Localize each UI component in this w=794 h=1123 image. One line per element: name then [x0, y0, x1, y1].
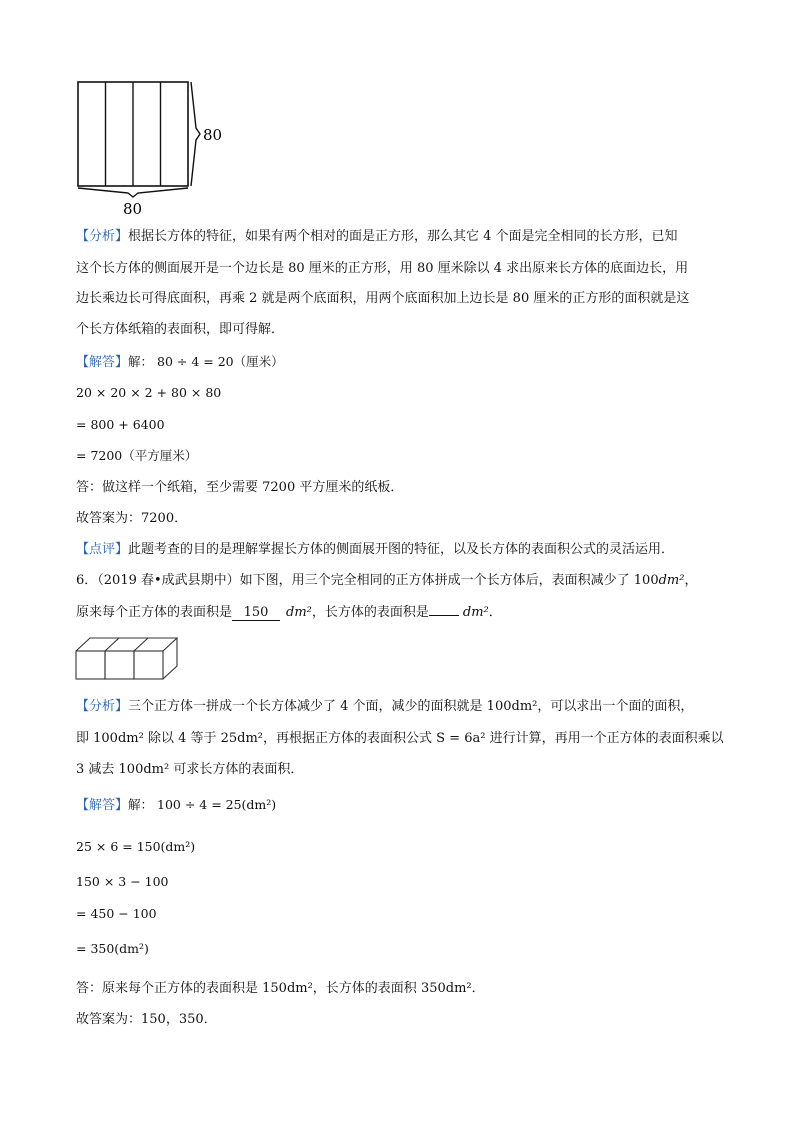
- side-label: 80: [203, 126, 223, 144]
- unit-text: dm²: [462, 605, 489, 620]
- comment-tag: 【点评】: [76, 542, 129, 557]
- solution-step: = 350(dm²): [76, 941, 149, 956]
- analysis-tag: 【分析】: [76, 229, 129, 244]
- answer-line: 答：做这样一个纸箱，至少需要 7200 平方厘米的纸板．: [76, 480, 404, 495]
- analysis-text: 三个正方体一拼成一个长方体减少了 4 个面，减少的面积就是 100dm²，可以求出一个面的面积，: [128, 699, 694, 714]
- analysis-text: 根据长方体的特征，如果有两个相对的面是正方形，那么其它 4 个面是完全相同的长方形，已知: [128, 229, 678, 244]
- solution-step: = 450 − 100: [76, 906, 157, 921]
- cube-front-face: [105, 651, 134, 679]
- stem-text: ，长方体的表面积是: [311, 605, 429, 620]
- solution-step: = 800 + 6400: [76, 417, 165, 432]
- final-answer: 故答案为：7200．: [76, 511, 188, 526]
- bottom-label: 80: [123, 200, 143, 218]
- analysis-line: 边长乘边长可得底面积，再乘 2 就是两个底面积，用两个底面积加上边长是 80 厘米的正方形的面积就是这: [76, 291, 690, 306]
- answer-blank: [429, 615, 459, 616]
- analysis-line: 个长方体纸箱的表面积，即可得解．: [76, 322, 285, 337]
- stem-text: ．: [488, 605, 502, 620]
- answer-blank: 150: [232, 605, 280, 621]
- analysis-line: 3 减去 100dm² 可求长方体的表面积．: [76, 762, 304, 777]
- cube-top-divider: [134, 638, 148, 651]
- analysis-line: 这个长方体的侧面展开是一个边长是 80 厘米的正方形，用 80 厘米除以 4 求出原来长方体的底面边长，用: [76, 261, 689, 276]
- comment-line: [76, 541, 674, 559]
- solution-line: [76, 796, 276, 815]
- cube-top-edge: [76, 638, 177, 651]
- analysis-line: 即 100dm² 除以 4 等于 25dm²，再根据正方体的表面积公式 S = 6a² 进行计算，再用一个正方体的表面积乘以: [76, 731, 724, 746]
- question-stem: [76, 604, 502, 622]
- analysis-line: [76, 698, 693, 716]
- unit-text: dm²: [286, 605, 312, 620]
- solution-tag: 【解答】: [76, 798, 129, 813]
- bottom-brace: [78, 188, 188, 197]
- question-stem: [76, 572, 698, 590]
- cube-front-face: [134, 651, 163, 679]
- solution-step: 150 × 3 − 100: [76, 874, 169, 889]
- analysis-line: [76, 228, 678, 246]
- stem-text: 6．（2019 春•成武县期中）如下图，用三个完全相同的正方体拼成一个长方体后，表面积减少了 100: [76, 573, 659, 588]
- cube-front-face: [76, 651, 105, 679]
- cube-top-divider: [105, 638, 119, 651]
- solution-step: 解： 100 ÷ 4 = 25(dm²): [128, 797, 277, 812]
- unit-text: dm²: [658, 573, 685, 588]
- solution-line: [76, 353, 284, 372]
- stem-text: ，: [684, 573, 698, 588]
- solution-step: 20 × 20 × 2 + 80 × 80: [76, 385, 222, 400]
- solution-step: 25 × 6 = 150(dm²): [76, 839, 196, 854]
- solution-tag: 【解答】: [76, 355, 129, 370]
- stem-text: 原来每个正方体的表面积是: [76, 605, 233, 620]
- net-figure: [70, 78, 240, 218]
- solution-step: 解： 80 ÷ 4 = 20（厘米）: [128, 354, 284, 369]
- analysis-tag: 【分析】: [76, 699, 129, 714]
- final-answer: 故答案为：150，350．: [76, 1012, 217, 1027]
- comment-text: 此题考查的目的是理解掌握长方体的侧面展开图的特征，以及长方体的表面积公式的灵活运用．: [128, 542, 675, 557]
- right-brace: [191, 82, 200, 186]
- cubes-figure: [72, 634, 182, 684]
- solution-step: = 7200（平方厘米）: [76, 448, 198, 463]
- answer-line: 答：原来每个正方体的表面积是 150dm²，长方体的表面积 350dm²．: [76, 981, 485, 996]
